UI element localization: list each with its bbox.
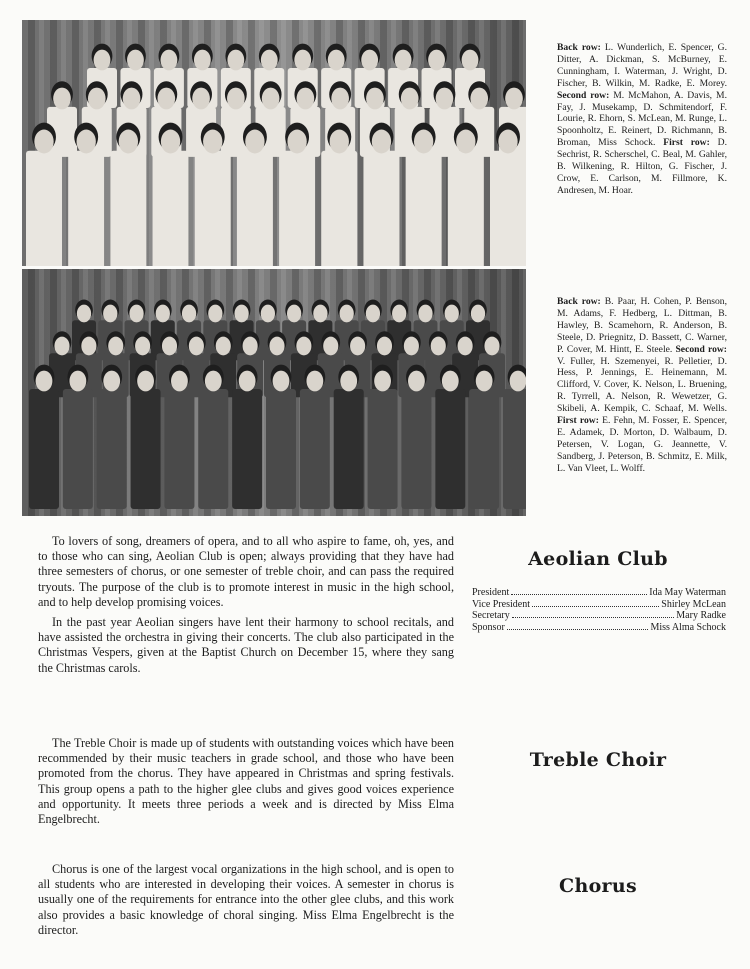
caption-label: Back row: [557, 42, 605, 53]
officer-role: Secretary [472, 610, 510, 622]
officer-row [472, 587, 726, 599]
leader-dots [507, 629, 649, 630]
leader-dots [532, 606, 659, 607]
chorus-description [38, 862, 454, 943]
paragraph: In the past year Aeolian singers have lent their harmony to school recitals, and have assisted the orchestra in giving their concerts. The club also participated in the Christmas Vespers, given at the Baptist Church on December 15, where they sang the Christmas carols. [38, 615, 454, 675]
treble-choir-heading: Treble Choir [529, 749, 667, 771]
officer-name: Mary Radke [676, 610, 726, 622]
paragraph: To lovers of song, dreamers of opera, and to all who aspire to fame, oh, yes, and to those who can sing, Aeolian Club is open; always providing that they have had three semesters of chorus, or one semester of treble choir, and can pass the required tryouts. The purpose of the club is to promote interest in music in the high school, and to help develop promising voices. [38, 534, 454, 609]
caption-names: D. Sechrist, R. Scherschel, C. Beal, M. Gahler, B. Wilkening, R. Hilton, G. Fischer, J. Crow, E. Carlson, M. Fillmore, K. Andresen, M. Hoar. [557, 137, 727, 196]
officer-row [472, 622, 726, 634]
aeolian-club-heading: Aeolian Club [528, 548, 668, 570]
caption-names: E. Fehn, M. Fosser, E. Spencer, E. Adamek, D. Morton, D. Walbaum, D. Petersen, V. Logan, G. Jeannette, V. Sandberg, J. Peterson, B. Schmitz, E. Milk, L. Van Vleet, L. Wolff. [557, 415, 727, 474]
officer-role: Sponsor [472, 621, 505, 633]
officer-name: Shirley McLean [661, 598, 726, 610]
treble-choir-group-photo [22, 269, 526, 516]
officer-role: Vice President [472, 598, 530, 610]
paragraph: Chorus is one of the largest vocal organizations in the high school, and is open to all students who are interested in developing their voices. A semester in chorus is usually one of the requirements for entrance into the other glee clubs, and this work also provides a basic knowledge of choral singing. Miss Elma Engelbrecht is the director. [38, 862, 454, 937]
aeolian-group-photo [22, 20, 526, 266]
caption-names: L. Wunderlich, E. Spencer, G. Ditter, A. Dickman, S. McBurney, E. Cunningham, I. Waterman, J. Wright, D. Fischer, B. Wilkin, M. Radke, E. Morey. [557, 42, 727, 89]
officer-row [472, 610, 726, 622]
officers-list [472, 587, 726, 633]
treble-photo-caption [557, 296, 727, 475]
caption-label: First row: [663, 137, 718, 149]
aeolian-photo-caption [557, 42, 727, 197]
treble-photo-graphic [22, 269, 526, 516]
treble-choir-description [38, 736, 454, 832]
officer-name: Ida May Waterman [649, 587, 726, 598]
caption-names: B. Paar, H. Cohen, P. Benson, M. Adams, F. Hedberg, L. Dittman, B. Hawley, B. Scamehorn, R. Anderson, B. Steele, D. Priegnitz, D. Bassett, C. Warner, P. Cover, M. Hintt, E. Steele. [557, 296, 727, 355]
aeolian-description [38, 534, 454, 681]
chorus-heading: Chorus [559, 875, 637, 897]
caption-label: Back row: [557, 296, 605, 307]
officer-name: Miss Alma Schock [650, 621, 726, 633]
caption-names: V. Fuller, H. Szemenyei, R. Pelletier, D. Hess, P. Jennings, E. Heinemann, M. Clifford, V. Cover, K. Nelson, L. Bruening, R. Tyrrell, A. Nelson, R. Wewetzer, G. Skibeli, A. Kempik, C. Schaaf, M. Wells. [557, 355, 727, 415]
aeolian-photo-graphic [22, 20, 526, 266]
caption-label: First row: [557, 415, 603, 427]
caption-label: Second row: [675, 343, 727, 355]
caption-names: M. McMahon, A. Davis, M. Fay, J. Musekamp, D. Schmitendorf, F. Lourie, R. Ehorn, S. McLean, M. Runge, L. Spoonholtz, E. Reinert, D. Richmann, B. Broman, Miss Schock. [557, 89, 727, 149]
leader-dots [512, 617, 675, 618]
paragraph: The Treble Choir is made up of students with outstanding voices which have been recommended by their music teachers in grade school, and those who have been promoted from the chorus. They have appeared in Christmas and spring festivals. This group opens a path to the higher glee clubs and gives good voices experience and opportunity. It meets three periods a week and is directed by Miss Elma Engelbrecht. [38, 736, 454, 827]
leader-dots [511, 594, 647, 595]
officer-row [472, 599, 726, 611]
caption-label: Second row: [557, 89, 614, 101]
officer-role: President [472, 587, 510, 598]
